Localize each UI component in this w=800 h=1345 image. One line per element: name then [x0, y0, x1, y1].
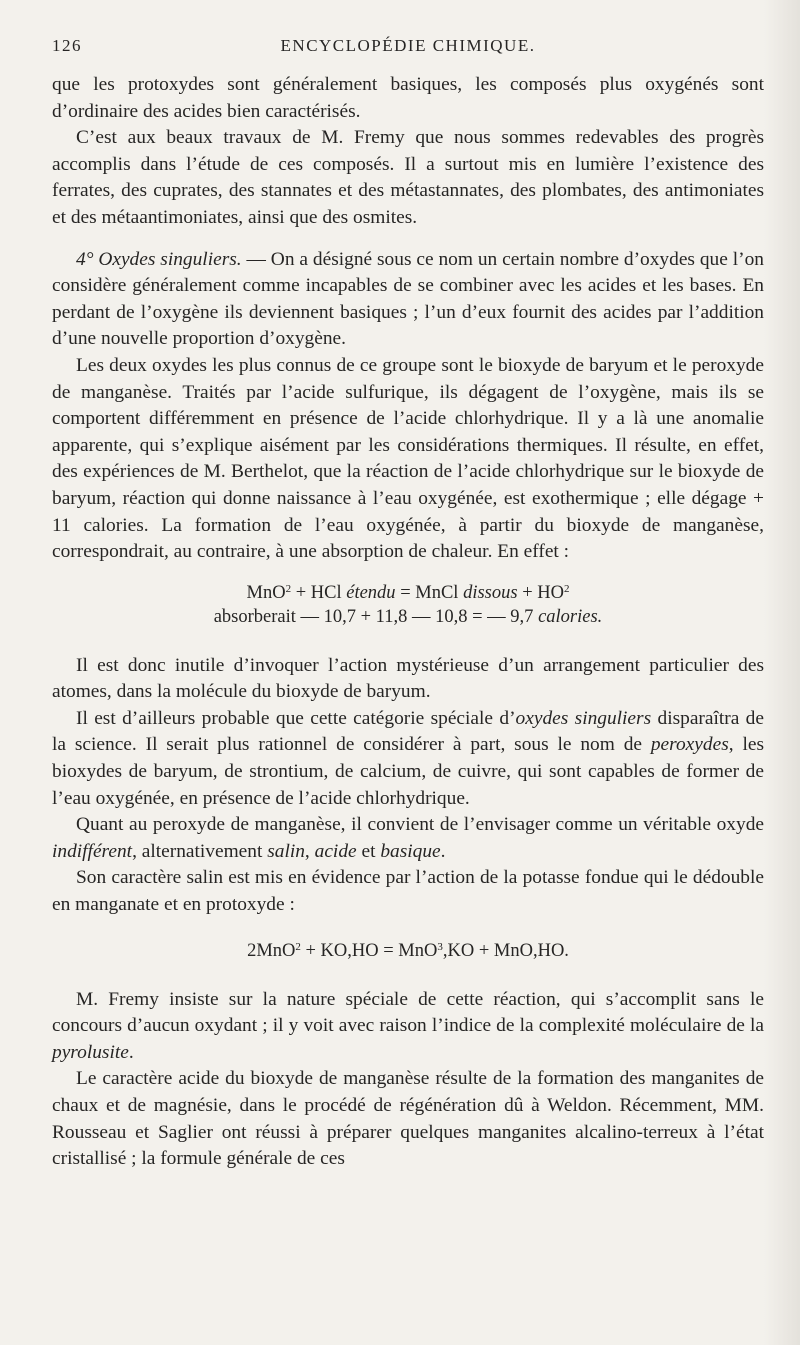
paragraph: Il est donc inutile d’invoquer l’action mystérieuse d’un arrangement particulier des atomes, dans la molécule du bioxyde de baryum.: [52, 654, 764, 703]
page-body: [52, 72, 764, 1173]
paragraph: Son caractère salin est mis en évidence par l’action de la potasse fondue qui le dédouble en manganate et en protoxyde :: [52, 867, 764, 916]
running-title: ENCYCLOPÉDIE CHIMIQUE.: [280, 36, 536, 55]
equation-1: [52, 581, 764, 629]
page-edge-shadow: [764, 0, 800, 1345]
running-header: [52, 30, 764, 56]
page-number: 126: [52, 36, 82, 55]
equation-line: absorberait — 10,7 + 11,8 — 10,8 = — 9,7 calories.: [213, 606, 603, 627]
equation-line: MnO$^2$ + HCl étendu = MnCl dissous + $HO^2$: [246, 582, 570, 603]
paragraph: Les deux oxydes les plus connus de ce groupe sont le bioxyde de baryum et le peroxyde de manganèse. Traités par l’acide sulfurique, ils dégagent de l’oxygène, mais ils se comportent différemment en présence de l’acide chlorhydrique. Il y a là une anomalie apparente, qui s’explique aisément par les considérations thermiques. Il résulte, en effet, des expériences de M. Berthelot, que la réaction de l’acide chlorhydrique sur le bioxyde de baryum, réaction qui donne naissance à l’eau oxygénée, est exothermique ; elle dégage + 11 calories. La formation de l’eau oxygénée, à partir du bioxyde de manganèse, correspondrait, au contraire, à une absorption de chaleur. En effet :: [52, 354, 764, 563]
equation-2: 2MnO$^2$ + KO,HO = MnO$^3$,KO + MnO,HO.: [247, 940, 569, 961]
paragraph: Il est d’ailleurs probable que cette catégorie spéciale d’oxydes singuliers disparaîtra de la science. Il serait plus rationnel de considérer à part, sous le nom de peroxydes, les bioxydes de baryum, de strontium, de calcium, de cuivre, qui sont capables de former de l’eau oxygénée, en présence de l’acide chlorhydrique.: [52, 707, 764, 809]
paragraph: C’est aux beaux travaux de M. Fremy que nous sommes redevables des progrès accomplis dans l’étude de ces composés. Il a surtout mis en lumière l’existence des ferrates, des cuprates, des stannates et des métastannates, des plombates, des antimoniates et des métaantimoniates, ainsi que des osmites.: [52, 127, 764, 228]
section-heading: 4° Oxydes singuliers.: [76, 248, 242, 270]
paragraph: que les protoxydes sont généralement basiques, les composés plus oxygénés sont d’ordinaire des acides bien caractérisés.: [52, 74, 764, 122]
paragraph: Quant au peroxyde de manganèse, il convient de l’envisager comme un véritable oxyde indifférent, alternativement salin, acide et basique.: [52, 814, 764, 862]
page: [52, 30, 764, 1173]
paragraph: Le caractère acide du bioxyde de manganèse résulte de la formation des manganites de chaux et de magnésie, dans le procédé de régénération dû à Weldon. Récemment, MM. Rousseau et Saglier ont réussi à préparer quelques manganites alcalino-terreux à l’état cristallisé ; la formule générale de ces: [52, 1068, 764, 1170]
paragraph: M. Fremy insiste sur la nature spéciale de cette réaction, qui s’accomplit sans le concours d’aucun oxydant ; il y voit avec raison l’indice de la complexité moléculaire de la pyrolusite.: [52, 988, 764, 1063]
section-paragraph: 4° Oxydes singuliers. — On a désigné sous ce nom un certain nombre d’oxydes que l’on considère généralement comme incapables de se combiner avec les acides et les bases. En perdant de l’oxygène ils deviennent basiques ; l’un d’eux fournit des acides par l’addition d’une nouvelle proportion d’oxygène.: [52, 248, 764, 350]
